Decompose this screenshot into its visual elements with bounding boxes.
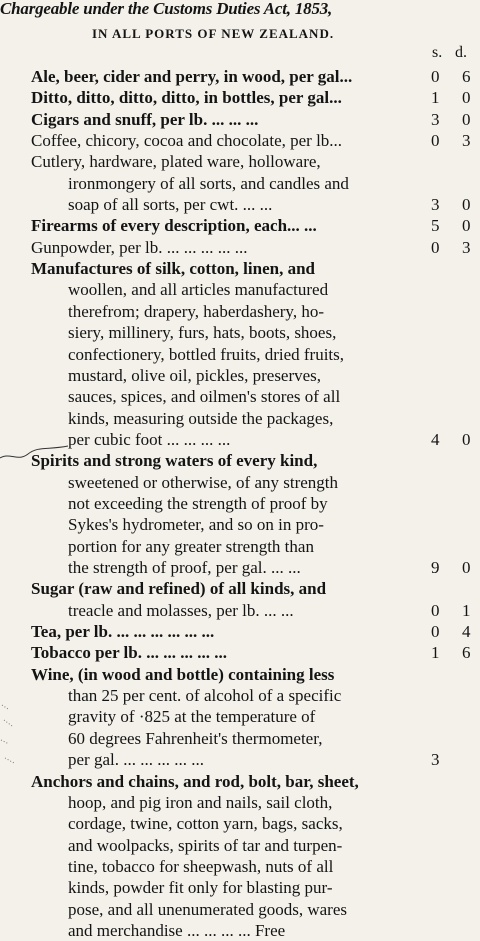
entry-description-continued: and merchandise ... ... ... ... Free [68, 920, 286, 940]
duty-pence: 4 [462, 622, 471, 642]
duty-entry [0, 87, 473, 108]
entry-description-continued: kinds, measuring outside the packages, [68, 408, 334, 428]
duty-shillings: 0 [431, 237, 440, 257]
duty-pence: 3 [462, 131, 471, 151]
entry-description-continued: Sykes's hydrometer, and so on in pro- [68, 515, 324, 535]
entry-description-continued: not exceeding the strength of proof by [68, 493, 328, 513]
duty-entry [0, 151, 473, 215]
duty-shillings: 9 [431, 558, 440, 578]
entry-description: Sugar (raw and refined) of all kinds, and [31, 579, 327, 599]
entry-description-continued: tine, tobacco for sheepwash, nuts of all [68, 856, 334, 876]
duty-entry [0, 237, 473, 258]
entry-description: Wine, (in wood and bottle) containing less [31, 664, 335, 684]
entry-description: Manufactures of silk, cotton, linen, and [31, 259, 315, 279]
duty-pence: 0 [462, 109, 471, 129]
entry-description: Tobacco per lb. ... ... ... ... ... [31, 643, 227, 663]
entry-description-continued: gravity of ·825 at the temperature of [68, 707, 316, 727]
duty-pence: 6 [462, 643, 471, 663]
duty-shillings: 3 [431, 750, 440, 770]
entry-description-continued: per cubic foot ... ... ... ... [68, 429, 231, 449]
duty-pence: 1 [462, 600, 471, 620]
duty-entry [0, 771, 473, 941]
entry-description-continued: woollen, and all articles manufactured [68, 280, 329, 300]
duty-pence: 0 [462, 88, 471, 108]
entry-description-continued: confectionery, bottled fruits, dried fruits, [68, 344, 345, 364]
entry-description-continued: pose, and all unenumerated goods, wares [68, 899, 347, 919]
duty-entry [0, 66, 473, 87]
page-subtitle: IN ALL PORTS OF NEW ZEALAND. [92, 26, 335, 41]
entry-description-continued: sweetened or otherwise, of any strength [68, 472, 339, 492]
page-title: Chargeable under the Customs Duties Act, 1853, [0, 0, 333, 18]
entry-description-continued: cordage, twine, cotton yarn, bags, sacks, [68, 814, 343, 834]
duty-shillings: 4 [431, 429, 440, 449]
column-header-shillings: s. [432, 44, 443, 61]
duty-pence: 0 [462, 429, 471, 449]
duty-shillings: 1 [431, 88, 440, 108]
entry-description: Cigars and snuff, per lb. ... ... ... [31, 109, 259, 129]
duty-entry [0, 664, 473, 771]
duty-pence: 0 [462, 558, 471, 578]
entry-description-continued: 60 degrees Fahrenheit's thermometer, [68, 728, 323, 748]
duty-shillings: 0 [431, 67, 440, 86]
entry-description-continued: therefrom; drapery, haberdashery, ho- [68, 301, 324, 321]
paper-speckle-mark [0, 700, 30, 770]
duty-pence: 3 [462, 237, 471, 257]
entry-description: Firearms of every description, each... ... [31, 216, 317, 236]
duty-shillings: 3 [431, 109, 440, 129]
duty-pence: 0 [462, 195, 471, 215]
duty-shillings: 3 [431, 195, 440, 215]
entry-description-continued: mustard, olive oil, pickles, preserves, [68, 365, 322, 385]
duty-shillings: 0 [431, 622, 440, 642]
duty-entry [0, 578, 473, 621]
entry-description: Spirits and strong waters of every kind, [31, 451, 318, 471]
entry-description-continued: siery, millinery, furs, hats, boots, shoes, [68, 323, 337, 343]
duty-entry [0, 258, 473, 450]
entry-description-continued: soap of all sorts, per cwt. ... ... [68, 195, 273, 215]
entry-description-continued: sauces, spices, and oilmen's stores of all [68, 387, 341, 407]
entry-description-continued: hoop, and pig iron and nails, sail cloth, [68, 792, 333, 812]
entry-description: Ale, beer, cider and perry, in wood, per gal... [31, 67, 353, 86]
entry-description: Coffee, chicory, cocoa and chocolate, per lb... [31, 131, 343, 151]
entry-description-continued: than 25 per cent. of alcohol of a specific [68, 686, 342, 706]
duty-pence: 0 [462, 216, 471, 236]
entry-description-continued: portion for any greater strength than [68, 536, 314, 556]
entry-description-continued: the strength of proof, per gal. ... ... [68, 558, 301, 578]
entry-description-continued: treacle and molasses, per lb. ... ... [68, 600, 294, 620]
entry-description: Gunpowder, per lb. ... ... ... ... ... [31, 237, 248, 257]
duty-entry [0, 109, 473, 130]
duty-entry [0, 621, 473, 642]
duty-shillings: 1 [431, 643, 440, 663]
duty-entry [0, 215, 473, 236]
duty-entry [0, 450, 473, 578]
entry-description: Ditto, ditto, ditto, ditto, in bottles, per gal... [31, 88, 342, 108]
entry-description: Cutlery, hardware, plated ware, holloware, [31, 152, 321, 172]
duty-pence: 6 [462, 67, 471, 86]
duty-shillings: 5 [431, 216, 440, 236]
duty-entry [0, 130, 473, 151]
entry-description-continued: and woolpacks, spirits of tar and turpen- [68, 835, 343, 855]
entry-description-continued: per gal. ... ... ... ... ... [68, 750, 204, 770]
entry-description-continued: kinds, powder fit only for blasting pur- [68, 878, 333, 898]
duty-shillings: 0 [431, 600, 440, 620]
entry-description-continued: ironmongery of all sorts, and candles and [68, 173, 349, 193]
duty-entry [0, 642, 473, 663]
column-header-pence: d. [455, 44, 467, 61]
duty-shillings: 0 [431, 131, 440, 151]
entry-description: Anchors and chains, and rod, bolt, bar, sheet, [31, 771, 359, 791]
entry-description: Tea, per lb. ... ... ... ... ... ... [31, 622, 215, 642]
